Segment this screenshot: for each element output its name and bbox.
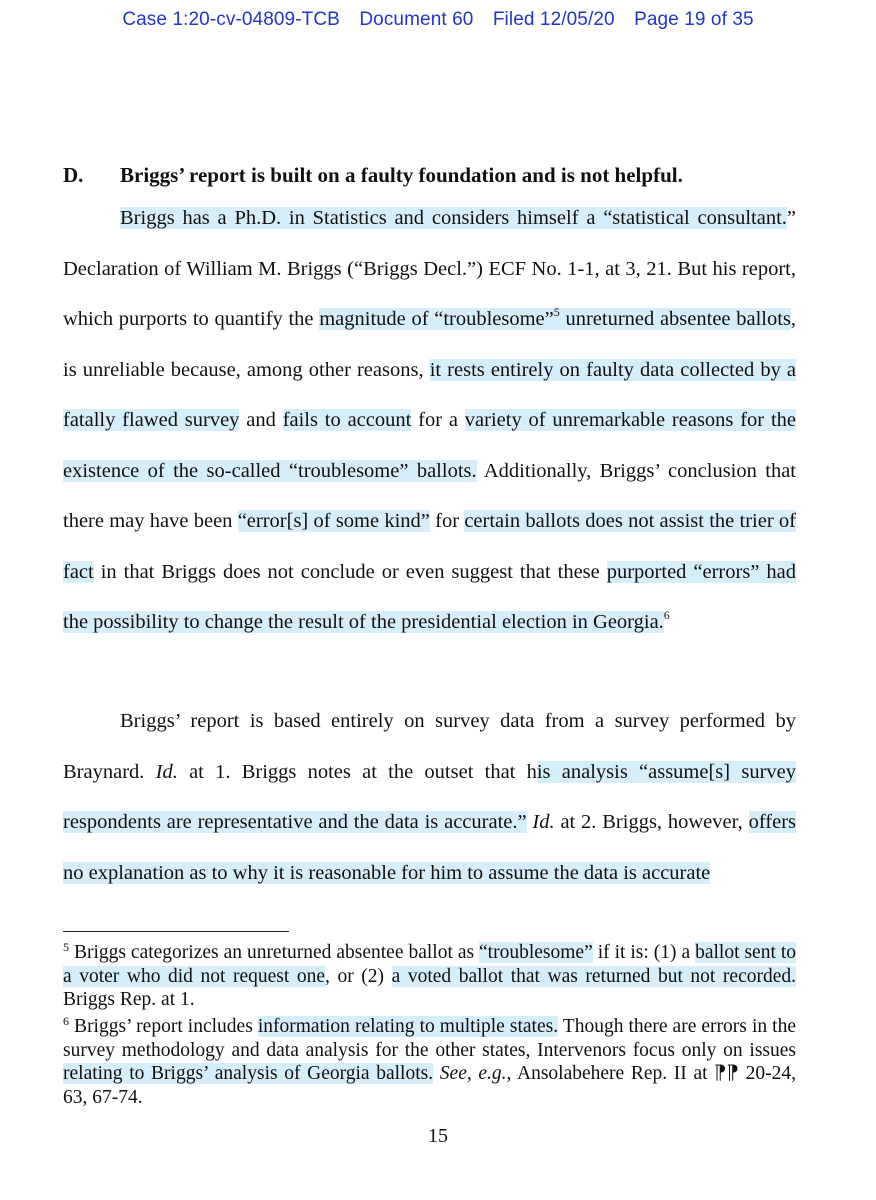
highlight: relating to Briggs’ analysis of Georgia ballots. [63, 1063, 434, 1084]
filed-date: Filed 12/05/20 [492, 9, 615, 30]
text-run: Briggs categorizes an unreturned absentee ballot as [69, 942, 480, 963]
page-number: 15 [428, 1125, 448, 1147]
text-run: in that Briggs does not conclude or even suggest that these [93, 560, 607, 583]
text-run: , is unreliable because, among other reasons, [63, 308, 797, 381]
highlight: a voted ballot that was returned but not recorded. [391, 965, 796, 987]
page-indicator: Page 19 of 35 [634, 9, 754, 30]
case-number: Case 1:20-cv-04809-TCB [122, 9, 340, 30]
text-run [433, 1063, 440, 1084]
highlight: information relating to multiple states. [257, 1016, 559, 1037]
text-run: at 1. Briggs notes at the outset that h [177, 760, 537, 783]
paragraph-survey-data [63, 696, 796, 898]
citation-id: Id. [532, 811, 555, 833]
citation-signal: See, e.g. [439, 1063, 507, 1084]
paragraph-briggs-report [63, 193, 796, 648]
highlight: it rests entirely on faulty data collected by a fatally flawed survey [63, 358, 797, 431]
text-run: ” Declaration of William M. Briggs (“Briggs Decl.”) ECF No. 1-1, at 3, 21. But his report, which purports to quantify the [63, 207, 796, 330]
footnote-6 [63, 1015, 796, 1109]
footnote-5 [63, 941, 796, 1012]
text-run: for a [411, 409, 465, 431]
footnote-ref-5: 5 [553, 305, 560, 319]
highlight: variety of unremarkable reasons for the existence of the so-called “troublesome” ballots. [63, 409, 796, 482]
highlight: purported “errors” had the possibility to change the result of the presidential election in Georgia. [63, 560, 796, 633]
section-title: Briggs’ report is built on a faulty foundation and is not helpful. [120, 163, 683, 187]
text-run: Though there are errors in the survey methodology and data analysis for the other states, Intervenors focus only on issues [63, 1016, 796, 1061]
text-run: and [239, 409, 283, 431]
text-run: magnitude of “troublesome” [319, 308, 554, 330]
text-run: Briggs’ report is based entirely on survey data from a survey performed by Braynard. [63, 710, 796, 783]
filing-header [0, 9, 876, 31]
section-heading [63, 161, 803, 189]
text-run: , Ansolabehere Rep. II at ⁋⁋ 20-24, 63, 67-74. [63, 1063, 797, 1108]
highlight: is analysis “assume[s] survey respondents are representative and the data is accurate.” [63, 760, 796, 833]
document-number: Document 60 [359, 9, 474, 30]
section-letter: D. [63, 163, 84, 187]
text-run: at 2. Briggs, however, [554, 811, 749, 833]
text-run: Additionally, Briggs’ conclusion that there may have been [63, 459, 796, 532]
footnote-ref-6: 6 [663, 608, 670, 622]
highlight: ballot sent to a voter who did not request one [63, 942, 796, 987]
highlight: offers no explanation as to why it is reasonable for him to assume the data is accurate [63, 811, 796, 884]
text-run: unreturned absentee ballots [559, 308, 791, 330]
text-run: if it is: (1) a [592, 942, 696, 963]
text-run: for [429, 510, 465, 532]
highlight: Briggs has a Ph.D. in Statistics and considers himself a “statistical consultant. [120, 207, 787, 229]
citation-id: Id. [155, 760, 178, 783]
text-run: Briggs Rep. at 1. [63, 989, 195, 1010]
highlight: certain ballots does not assist the trier of fact [63, 510, 796, 583]
text-run: Briggs’ report includes [69, 1016, 258, 1037]
footnote-number: 6 [63, 1014, 69, 1028]
text-run: , or (2) [325, 965, 392, 987]
footnote-divider [63, 931, 289, 932]
footnote-number: 5 [63, 940, 69, 954]
highlight: “troublesome” [479, 942, 593, 963]
highlight: fails to account [282, 409, 412, 431]
highlight [319, 305, 791, 330]
highlight: “error[s] of some kind” [237, 510, 430, 532]
